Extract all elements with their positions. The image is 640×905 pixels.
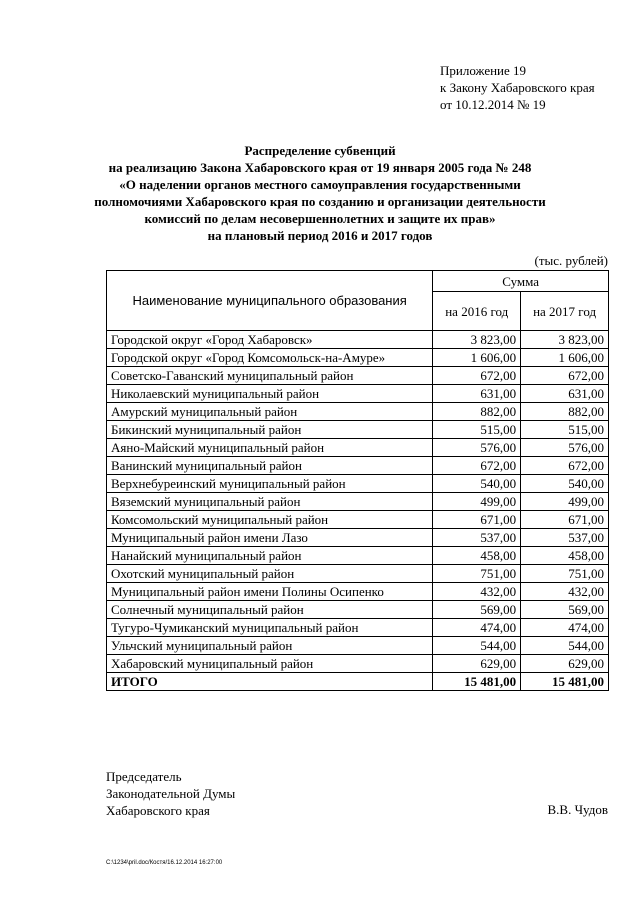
table-row <box>107 529 609 547</box>
document-title <box>60 142 580 244</box>
header-2017: на 2017 год <box>521 292 609 331</box>
appendix-line: Приложение 19 <box>440 63 527 78</box>
cell-name: Тугуро-Чумиканский муниципальный район <box>107 619 433 637</box>
cell-2016: 751,00 <box>433 565 521 583</box>
cell-2016: 672,00 <box>433 367 521 385</box>
cell-2017: 432,00 <box>521 583 609 601</box>
title-line: Распределение субвенций <box>244 143 396 158</box>
cell-2017: 544,00 <box>521 637 609 655</box>
cell-name: Вяземский муниципальный район <box>107 493 433 511</box>
cell-2016: 474,00 <box>433 619 521 637</box>
table-row <box>107 475 609 493</box>
cell-2016: 882,00 <box>433 403 521 421</box>
table-row <box>107 619 609 637</box>
cell-name: ИТОГО <box>107 673 433 691</box>
cell-name: Хабаровский муниципальный район <box>107 655 433 673</box>
cell-name: Советско-Гаванский муниципальный район <box>107 367 433 385</box>
cell-name: Городской округ «Город Комсомольск-на-Амуре» <box>107 349 433 367</box>
cell-name: Городской округ «Город Хабаровск» <box>107 331 433 349</box>
signature-line: Председатель <box>106 769 182 784</box>
cell-2016: 15 481,00 <box>433 673 521 691</box>
table-row <box>107 565 609 583</box>
cell-2016: 432,00 <box>433 583 521 601</box>
signature-block <box>106 768 235 819</box>
table-row <box>107 421 609 439</box>
cell-2017: 458,00 <box>521 547 609 565</box>
header-sum: Сумма <box>433 271 609 292</box>
cell-name: Муниципальный район имени Лазо <box>107 529 433 547</box>
cell-2017: 629,00 <box>521 655 609 673</box>
table-row <box>107 583 609 601</box>
cell-2016: 458,00 <box>433 547 521 565</box>
cell-2016: 629,00 <box>433 655 521 673</box>
cell-2017: 499,00 <box>521 493 609 511</box>
table-row <box>107 331 609 349</box>
table-row <box>107 439 609 457</box>
cell-2016: 540,00 <box>433 475 521 493</box>
title-line: «О наделении органов местного самоуправления государственными <box>119 177 521 192</box>
table-row <box>107 601 609 619</box>
cell-2017: 751,00 <box>521 565 609 583</box>
cell-2017: 15 481,00 <box>521 673 609 691</box>
cell-2017: 631,00 <box>521 385 609 403</box>
header-name: Наименование муниципального образования <box>107 271 433 331</box>
cell-2017: 576,00 <box>521 439 609 457</box>
table-row <box>107 655 609 673</box>
header-2016: на 2016 год <box>433 292 521 331</box>
title-line: полномочиями Хабаровского края по созданию и организации деятельности <box>94 194 546 209</box>
subsidy-table <box>106 270 609 691</box>
cell-name: Ульчский муниципальный район <box>107 637 433 655</box>
appendix-line: от 10.12.2014 № 19 <box>440 97 546 112</box>
table-row <box>107 511 609 529</box>
cell-2017: 672,00 <box>521 367 609 385</box>
cell-2017: 671,00 <box>521 511 609 529</box>
cell-name: Нанайский муниципальный район <box>107 547 433 565</box>
file-path: C:\1234\pril.doc/Костя/16.12.2014 16:27:00 <box>106 860 223 866</box>
cell-2016: 569,00 <box>433 601 521 619</box>
cell-2017: 540,00 <box>521 475 609 493</box>
cell-2017: 1 606,00 <box>521 349 609 367</box>
signature-line: Законодательной Думы <box>106 786 236 801</box>
cell-name: Солнечный муниципальный район <box>107 601 433 619</box>
cell-2016: 1 606,00 <box>433 349 521 367</box>
cell-name: Бикинский муниципальный район <box>107 421 433 439</box>
cell-2017: 474,00 <box>521 619 609 637</box>
cell-2016: 515,00 <box>433 421 521 439</box>
cell-2017: 515,00 <box>521 421 609 439</box>
signature-line: Хабаровского края <box>106 803 210 818</box>
total-row <box>107 673 609 691</box>
cell-2016: 3 823,00 <box>433 331 521 349</box>
cell-2017: 537,00 <box>521 529 609 547</box>
cell-2016: 544,00 <box>433 637 521 655</box>
title-line: на реализацию Закона Хабаровского края от 19 января 2005 года № 248 <box>108 160 532 175</box>
cell-2016: 671,00 <box>433 511 521 529</box>
cell-2017: 882,00 <box>521 403 609 421</box>
title-line: комиссий по делам несовершеннолетних и защите их прав» <box>144 211 496 226</box>
cell-2016: 499,00 <box>433 493 521 511</box>
cell-name: Охотский муниципальный район <box>107 565 433 583</box>
table-row <box>107 457 609 475</box>
table-row <box>107 349 609 367</box>
cell-2016: 576,00 <box>433 439 521 457</box>
cell-name: Верхнебуреинский муниципальный район <box>107 475 433 493</box>
cell-name: Николаевский муниципальный район <box>107 385 433 403</box>
title-line: на плановый период 2016 и 2017 годов <box>207 228 433 243</box>
table-row <box>107 403 609 421</box>
appendix-line: к Закону Хабаровского края <box>440 80 595 95</box>
cell-name: Комсомольский муниципальный район <box>107 511 433 529</box>
cell-name: Амурский муниципальный район <box>107 403 433 421</box>
signer-name: В.В. Чудов <box>547 802 608 817</box>
cell-2016: 537,00 <box>433 529 521 547</box>
appendix-note <box>440 62 595 113</box>
table-row <box>107 637 609 655</box>
table-header-row <box>107 271 609 292</box>
table-row <box>107 385 609 403</box>
cell-name: Ванинский муниципальный район <box>107 457 433 475</box>
table-row <box>107 547 609 565</box>
units-label: (тыс. рублей) <box>534 253 608 268</box>
cell-2017: 569,00 <box>521 601 609 619</box>
cell-2017: 672,00 <box>521 457 609 475</box>
cell-name: Муниципальный район имени Полины Осипенко <box>107 583 433 601</box>
table-body <box>107 331 609 691</box>
cell-2017: 3 823,00 <box>521 331 609 349</box>
cell-2016: 672,00 <box>433 457 521 475</box>
table-row <box>107 367 609 385</box>
cell-2016: 631,00 <box>433 385 521 403</box>
table-row <box>107 493 609 511</box>
cell-name: Аяно-Майский муниципальный район <box>107 439 433 457</box>
